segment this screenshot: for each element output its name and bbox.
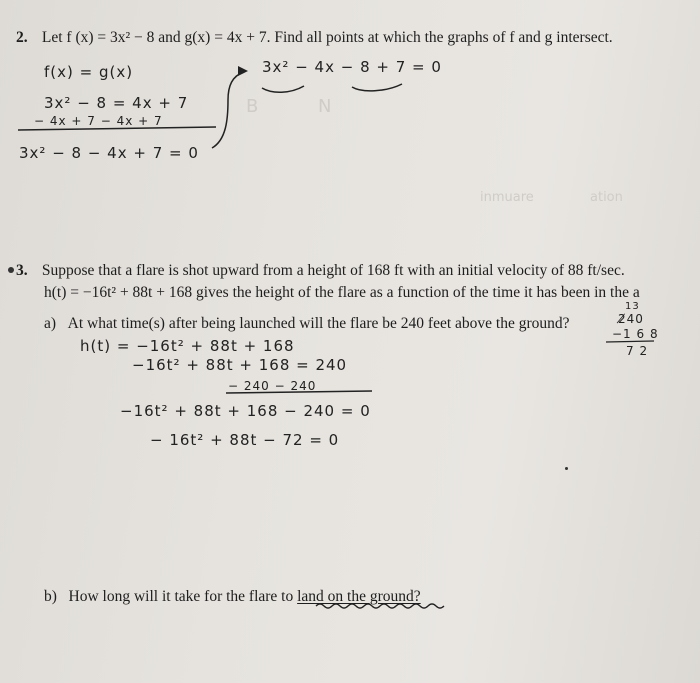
problem-3-function: h(t) = −16t² + 88t + 168 gives the height of the flare as a function of the time it has been in the a (44, 284, 640, 301)
faint-word-1: inmuare (480, 190, 534, 205)
p2-squiggle-1 (262, 86, 304, 92)
hw-p3-line4: −16t² + 88t + 168 − 240 = 0 (120, 402, 371, 420)
side-subtraction-line (606, 341, 654, 342)
hw-p2-arrow-result: 3x² − 4x − 8 + 7 = 0 (262, 58, 442, 76)
problem-2-number: 2. (16, 29, 28, 46)
problem-2-text: Let f (x) = 3x² − 8 and g(x) = 4x + 7. Find all points at which the graphs of f and g intersect. (41, 29, 613, 46)
hw-p3-line2: −16t² + 88t + 168 = 240 (132, 356, 348, 374)
problem-3-part-b (44, 588, 421, 606)
part-a-label: a) (44, 315, 57, 332)
hw-side-top: 2̸40 (618, 312, 644, 326)
faint-letter-b: B (246, 96, 259, 117)
hw-p2-line1: f(x) = g(x) (44, 63, 134, 81)
part-b-label: b) (44, 588, 57, 605)
faint-word-2: ation (590, 190, 623, 205)
p2-arrow-icon (238, 66, 248, 76)
hole-punch-mark (8, 267, 14, 273)
hw-side-sub: −1 6 8 (612, 327, 659, 341)
problem-3-number: 3. (16, 262, 28, 279)
hw-p3-line1: h(t) = −16t² + 88t + 168 (80, 337, 295, 355)
faint-letter-n: N (318, 96, 332, 117)
hw-p2-line4: 3x² − 8 − 4x + 7 = 0 (19, 144, 199, 162)
hw-side-result: 7 2 (626, 344, 649, 358)
part-a-text: At what time(s) after being launched will the flare be 240 feet above the ground? (67, 315, 570, 332)
hw-p3-line5: − 16t² + 88t − 72 = 0 (150, 431, 340, 449)
problem-3-part-a (44, 315, 570, 333)
hw-p2-line3: − 4x + 7 − 4x + 7 (34, 114, 163, 128)
p2-connector-bracket (212, 72, 244, 148)
part-b-underlined-text: land on the ground? (297, 588, 421, 605)
p2-squiggle-2 (352, 84, 402, 91)
problem-2-statement (16, 29, 613, 47)
hw-p2-line2: 3x² − 8 = 4x + 7 (44, 94, 189, 112)
problem-3-statement (16, 262, 625, 280)
hw-p3-line3: − 240 − 240 (228, 379, 317, 393)
part-b-text: How long will it take for the flare to (68, 588, 298, 605)
stray-dot (565, 467, 568, 470)
hw-side-borrow: 13 (625, 301, 640, 312)
problem-3-line1: Suppose that a flare is shot upward from a height of 168 ft with an initial velocity of 88 ft/sec. (41, 262, 625, 279)
